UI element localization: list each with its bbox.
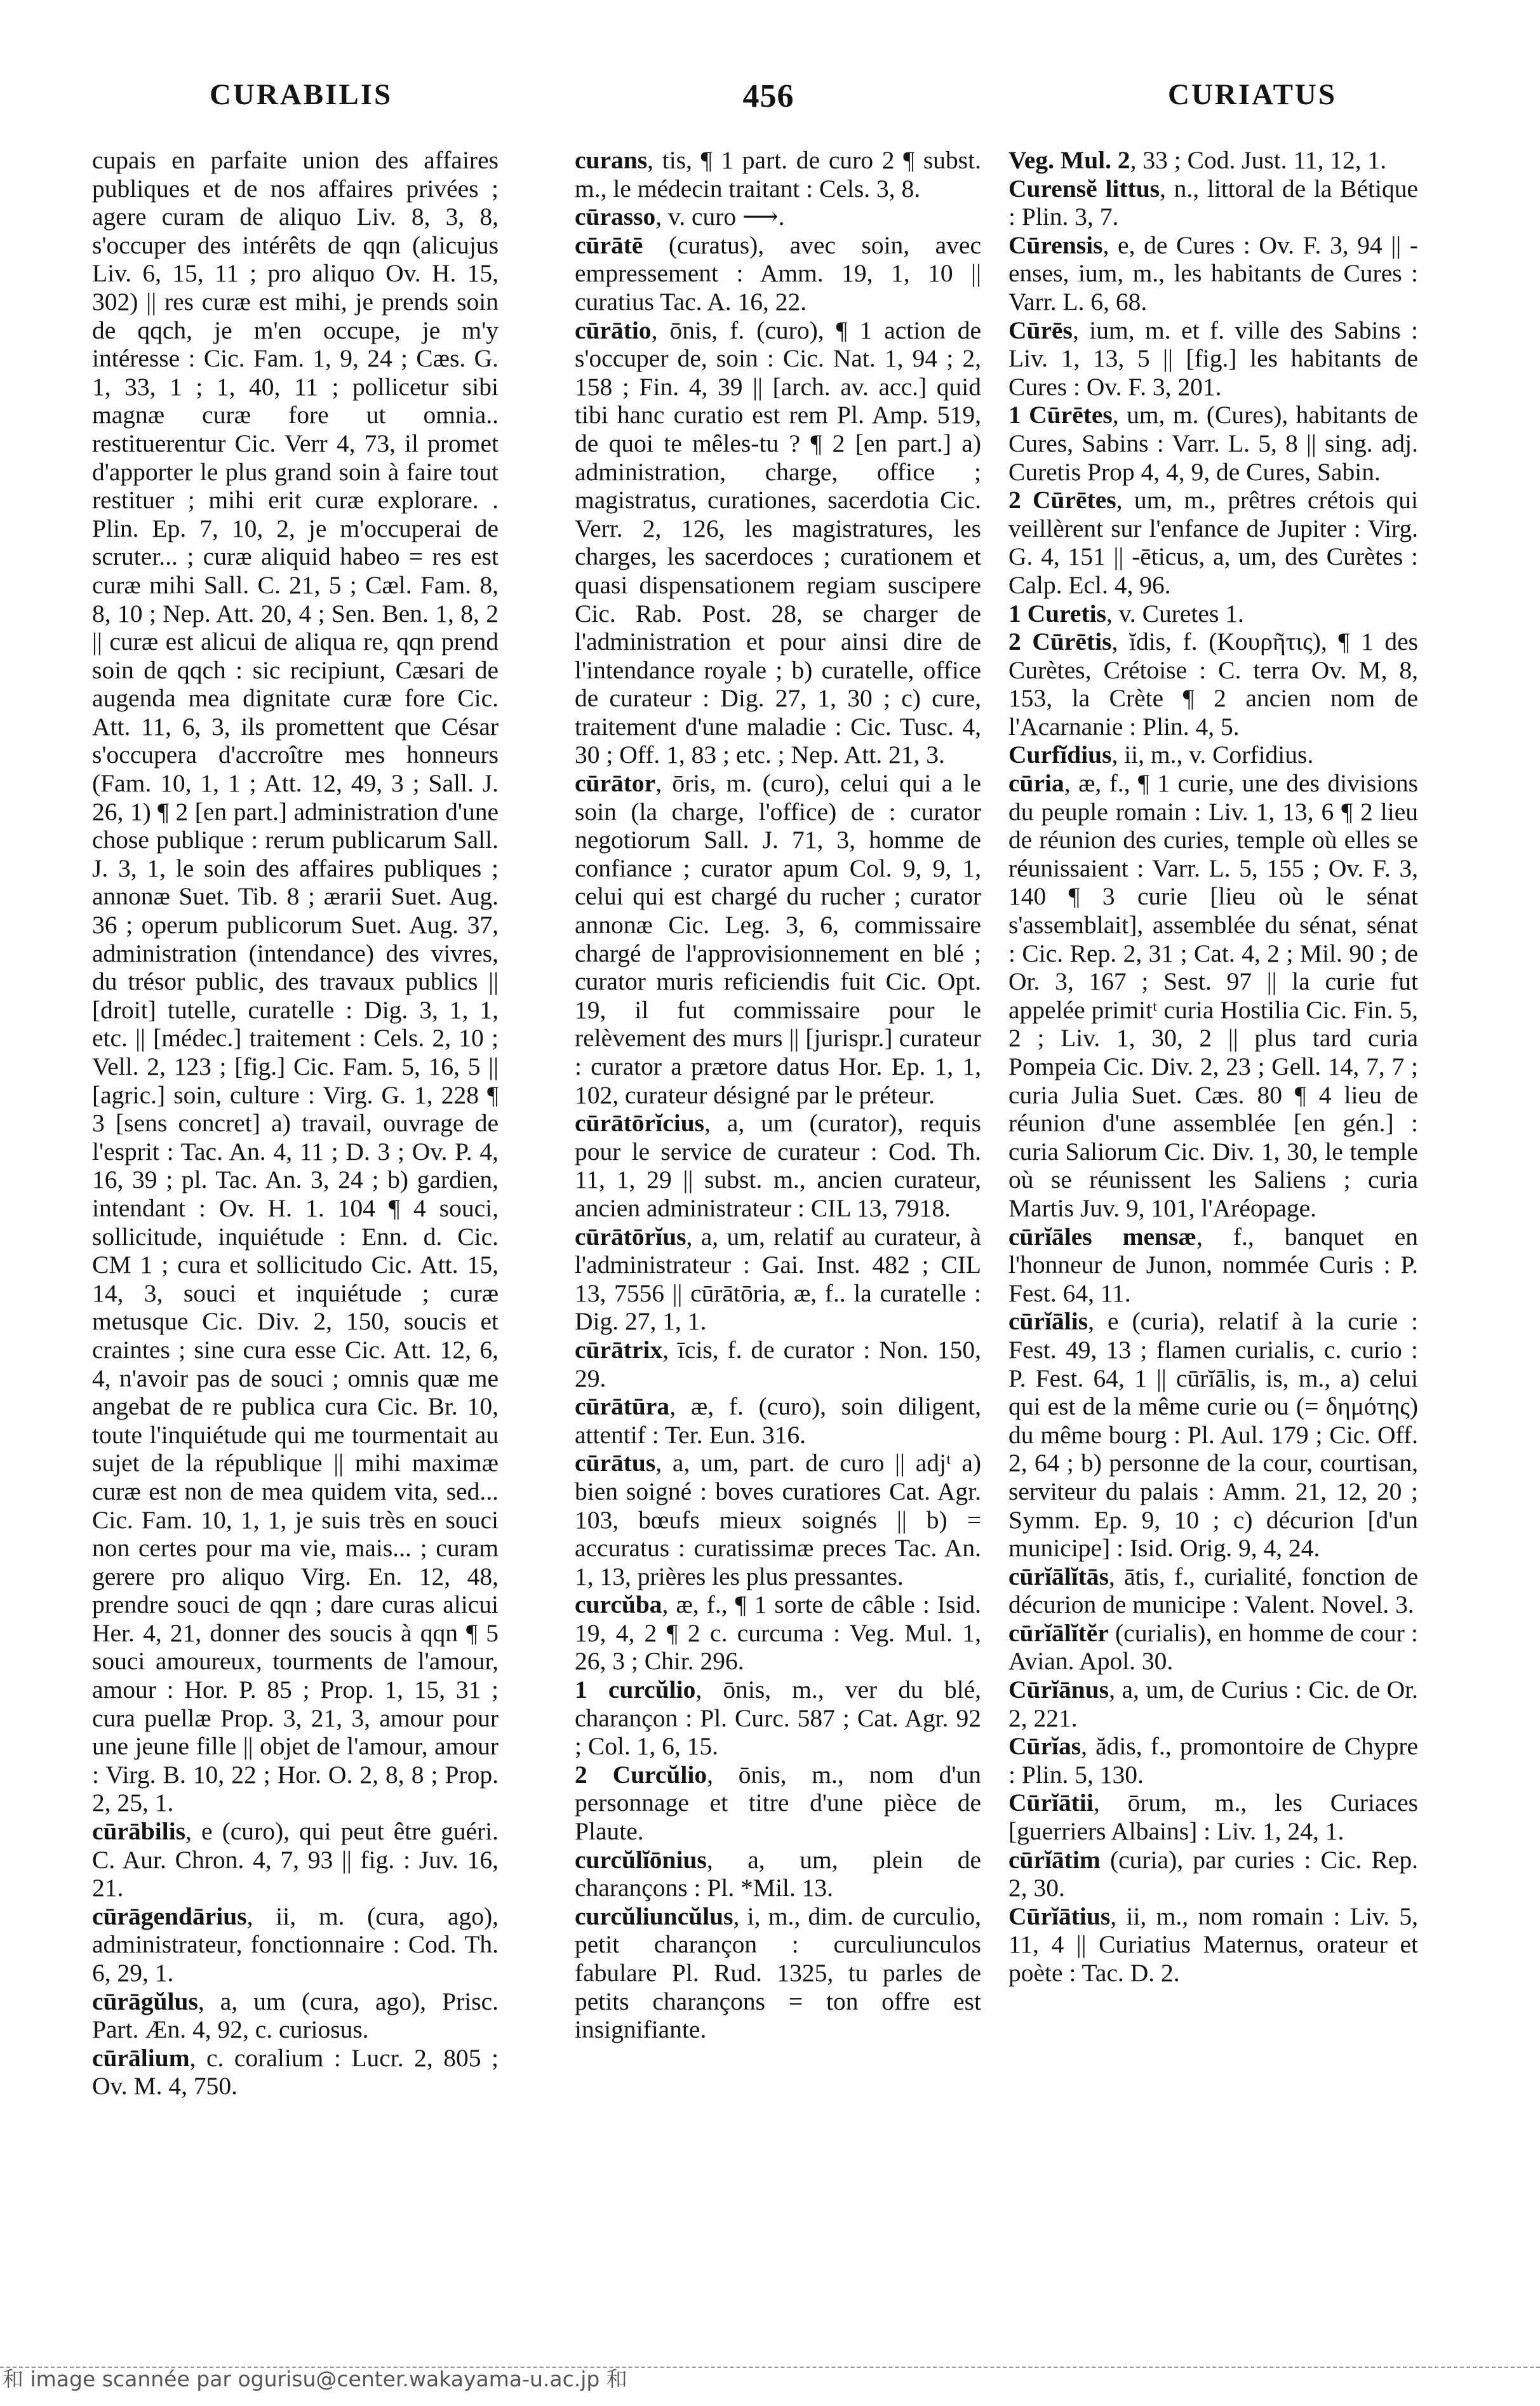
dictionary-entry: cūrātor, ōris, m. (curo), celui qui a le soin (la charge, l'office) de : curator negotiorum Sall. J. 71, 3, homme de confiance ; curator apum Col. 9, 9, 1, celui qui est chargé du rucher ; curator annonæ Cic. Leg. 3, 6, commissaire chargé de l'approvisionnement en blé ; curator muris reficiendis fuit Cic. Opt. 19, il fut commissaire pour le relèvement des murs || [jurispr.] curateur : curator a prætore datus Hor. Ep. 1, 1, 102, curateur désigné par le préteur. [575,769,981,1109]
entry-headword: 2 Cūrētis [1008,628,1112,656]
entry-headword: cūrĭātim [1008,1845,1101,1874]
entry-headword: Cūrĭas [1008,1732,1081,1761]
entry-headword: cūria [1008,769,1064,798]
entry-headword: curcŭlĭōnius [575,1845,707,1874]
dictionary-entry: curcŭliuncŭlus, i, m., dim. de curculio, petit charançon : curculiunculos fabulare Pl. Rud. 1325, tu parles de petits charançons = ton offre est insignifiante. [575,1902,981,2044]
entry-headword: cūrābilis [92,1817,186,1846]
entry-headword: cūrāgendārius [92,1902,247,1930]
entry-headword: curcŭba [575,1590,662,1619]
dictionary-entry: cūrātōrĭcius, a, um (curator), requis pour le service de curateur : Cod. Th. 11, 1, 29 || subst. m., ancien curateur, ancien administrateur : CIL 13, 7918. [575,1109,981,1222]
dictionary-entry: cūrĭātim (curia), par curies : Cic. Rep. 2, 30. [1008,1845,1418,1902]
page-number: 456 [742,78,794,114]
dictionary-entry: cūria, æ, f., ¶ 1 curie, une des divisions du peuple romain : Liv. 1, 13, 6 ¶ 2 lieu de réunion des curies, temple où elles se réunissaient : Varr. L. 5, 155 ; Ov. F. 3, 140 ¶ 3 curie [lieu où le sénat s'assemblait], assemblée du sénat, sénat : Cic. Rep. 2, 31 ; Cat. 4, 2 ; Mil. 90 ; de Or. 3, 167 ; Sest. 97 || la curie fut appelée primitᵗ curia Hostilia Cic. Fin. 5, 2 ; Liv. 1, 30, 2 || plus tard curia Pompeia Cic. Div. 2, 23 ; Gell. 14, 7, 7 ; curia Julia Suet. Cæs. 80 ¶ 4 lieu de réunion d'une assemblée [en gén.] : curia Saliorum Cic. Div. 1, 30, le temple où se réunissent les Saliens ; curia Martis Juv. 9, 101, l'Aréopage. [1008,769,1418,1222]
entry-headword: cūrātrix [575,1335,663,1364]
entry-headword: cūrĭālĭtĕr [1008,1618,1109,1647]
entry-headword: 2 Curcŭlio [575,1760,707,1789]
entry-headword: cūrātōrĭus [575,1222,686,1251]
dictionary-column-3 [1008,146,1418,2337]
dictionary-entry: cūrĭālĭtĕr (curialis), en homme de cour : Avian. Apol. 30. [1008,1618,1418,1676]
entry-headword: Cūrĭānus [1008,1676,1109,1704]
dictionary-entry: 2 Cūrētes, um, m., prêtres crétois qui veillèrent sur l'enfance de Jupiter : Virg. G. 4, 151 || -ēticus, a, um, des Curètes : Calp. Ecl. 4, 96. [1008,486,1418,599]
dictionary-entry: cūrĭālĭtās, ātis, f., curialité, fonction de décurion de municipe : Valent. Novel. 3. [1008,1562,1418,1619]
entry-headword: Cūrēs [1008,316,1073,344]
dictionary-entry: Curfĭdius, ii, m., v. Corfidius. [1008,741,1314,769]
dictionary-entry: cūrātio, ōnis, f. (curo), ¶ 1 action de s'occuper de, soin : Cic. Nat. 1, 94 ; 2, 158 ; Fin. 4, 39 || [arch. av. acc.] quid tibi hanc curatio est rem Pl. Amp. 519, de quoi te mêles-tu ? ¶ 2 [en part.] a) administration, charge, office ; magistratus, curationes, sacerdotia Cic. Verr. 2, 126, les magistratures, les charges, les sacerdoces ; curationem et quasi dispensationem regiam suscipere Cic. Rab. Post. 28, se charger de l'administration et pour ainsi dire de l'intendance royale ; b) curatelle, office de curateur : Dig. 27, 1, 30 ; c) cure, traitement d'une maladie : Cic. Tusc. 4, 30 ; Off. 1, 83 ; etc. ; Nep. Att. 21, 3. [575,316,981,769]
entry-headword: cūrātio [575,316,652,344]
dictionary-entry: Cūrĭātius, ii, m., nom romain : Liv. 5, 11, 4 || Curiatius Maternus, orateur et poète : Tac. D. 2. [1008,1902,1418,1987]
entry-headword: 1 curcŭlio [575,1676,696,1704]
dictionary-entry: cūrasso, v. curo ⟶. [575,203,785,231]
entry-headword: Curfĭdius [1008,741,1112,769]
entry-headword: 2 Cūrētes [1008,486,1116,514]
entry-headword: cūrĭāles mensæ [1008,1222,1196,1251]
dictionary-entry: 1 Cūrētes, um, m. (Cures), habitants de Cures, Sabins : Varr. L. 5, 8 || sing. adj. Curetis Prop 4, 4, 9, de Cures, Sabin. [1008,401,1418,486]
dictionary-entry: curcŭlĭōnius, a, um, plein de charançons : Pl. *Mil. 13. [575,1845,981,1902]
entry-headword: cūrāgŭlus [92,1987,198,2015]
right-running-headword: CURIATUS [1168,78,1337,111]
scan-footer [0,2363,1540,2391]
dictionary-column-2 [575,146,981,2337]
dictionary-entry: Cūrēs, ium, m. et f. ville des Sabins : Liv. 1, 13, 5 || [fig.] les habitants de Cures : Ov. F. 3, 201. [1008,316,1418,401]
dictionary-entry: cūrābilis, e (curo), qui peut être guéri. C. Aur. Chron. 4, 7, 93 || fig. : Juv. 16, 21. [92,1817,499,1902]
dictionary-entry: Cūrĭānus, a, um, de Curius : Cic. de Or. 2, 221. [1008,1676,1418,1732]
entry-headword: cūrĭālis [1008,1307,1088,1336]
dictionary-entry: cūrāgendārius, ii, m. (cura, ago), administrateur, fonctionnaire : Cod. Th. 6, 29, 1. [92,1902,499,1987]
dictionary-entry: cūrālium, c. coralium : Lucr. 2, 805 ; Ov. M. 4, 750. [92,2043,499,2100]
dictionary-entry: 2 Cūrētis, ĭdis, f. (Κουρῆτις), ¶ 1 des Curètes, Crétoise : C. terra Ov. M, 8, 153, la Crète ¶ 2 ancien nom de l'Acarnanie : Plin. 4, 5. [1008,628,1418,741]
dictionary-entry: 1 curcŭlio, ōnis, m., ver du blé, charançon : Pl. Curc. 587 ; Cat. Agr. 92 ; Col. 1, 6, 15. [575,1676,981,1761]
dictionary-entry: curans, tis, ¶ 1 part. de curo 2 ¶ subst. m., le médecin traitant : Cels. 3, 8. [575,146,981,203]
entry-headword: cūrālium [92,2043,190,2072]
entry-headword: cūrātē [575,231,643,259]
page-header [0,77,1540,128]
dictionary-entry: Curensĕ littus, n., littoral de la Bétique : Plin. 3, 7. [1008,174,1418,231]
entry-headword: cūrātor [575,769,656,798]
dictionary-entry: cūrāgŭlus, a, um (cura, ago), Prisc. Part. Æn. 4, 92, c. curiosus. [92,1987,499,2044]
entry-headword: Cūrĭātii [1008,1789,1094,1817]
dictionary-entry: cūrātōrĭus, a, um, relatif au curateur, à l'administrateur : Gai. Inst. 482 ; CIL 13, 7556 || cūrātōria, æ, f.. la curatelle : Dig. 27, 1, 1. [575,1222,981,1336]
dictionary-entry: cūrĭālis, e (curia), relatif à la curie : Fest. 49, 13 ; flamen curialis, c. curio : P. Fest. 64, 1 || cūrĭālis, is, m., a) celui qui est de la même curie ou (= δημότης) du même bourg : Pl. Aul. 179 ; Cic. Off. 2, 64 ; b) personne de la cour, courtisan, serviteur du palais : Amm. 21, 12, 20 ; Symm. Ep. 9, 10 ; c) décurion [d'un municipe] : Isid. Orig. 9, 4, 24. [1008,1307,1418,1563]
dictionary-entry: curcŭba, æ, f., ¶ 1 sorte de câble : Isid. 19, 4, 2 ¶ 2 c. curcuma : Veg. Mul. 1, 26, 3 ; Chir. 296. [575,1590,981,1676]
dictionary-column-1 [92,146,499,2337]
dictionary-entry: cūrātrix, īcis, f. de curator : Non. 150, 29. [575,1335,981,1392]
dictionary-entry: cūrātus, a, um, part. de curo || adjᵗ a) bien soigné : boves curatiores Cat. Agr. 103, bœufs mieux soignés || b) = accuratus : curatissimæ preces Tac. An. 1, 13, prières les plus pressantes. [575,1449,981,1590]
left-running-headword: CURABILIS [210,78,393,111]
entry-headword: cūrātōrĭcius [575,1109,705,1138]
dictionary-entry: cūrātē (curatus), avec soin, avec empressement : Amm. 19, 1, 10 || curatius Tac. A. 16, 22. [575,231,981,316]
entry-headword: curcŭliuncŭlus [575,1902,733,1930]
entry-headword: 1 Cūrētes [1008,401,1113,429]
entry-headword: 1 Curetis [1008,599,1106,628]
dictionary-entry: Cūrensis, e, de Cures : Ov. F. 3, 94 || - enses, ium, m., les habitants de Cures : Varr. L. 6, 68. [1008,231,1418,316]
entry-headword: cūrātūra [575,1392,670,1421]
entry-headword: Curensĕ littus [1008,174,1160,203]
entry-headword: cūrātus [575,1449,656,1477]
dictionary-entry: 1 Curetis, v. Curetes 1. [1008,599,1244,628]
entry-headword: curans [575,146,648,174]
entry-headword: Veg. Mul. 2 [1008,146,1130,174]
entry-headword: cūrĭālĭtās [1008,1562,1109,1590]
entry-headword: Cūrĭātius [1008,1902,1111,1930]
dictionary-entry: Cūrĭātii, ōrum, m., les Curiaces [guerriers Albains] : Liv. 1, 24, 1. [1008,1789,1418,1846]
dictionary-entry: cūrātūra, æ, f. (curo), soin diligent, attentif : Ter. Eun. 316. [575,1392,981,1449]
entry-headword: Cūrensis [1008,231,1103,259]
dictionary-entry: cupais en parfaite union des affaires publiques et de nos affaires privées ; agere curam de aliquo Liv. 8, 3, 8, s'occuper des intérêts de qqn (alicujus Liv. 6, 15, 11 ; pro aliquo Ov. H. 15, 302) || res curæ est mihi, je prends soin de qqch, je m'en occupe, je m'y intéresse : Cic. Fam. 1, 9, 24 ; Cæs. G. 1, 33, 1 ; 1, 40, 11 ; pollicetur sibi magnæ curæ fore ut omnia.. restituerentur Cic. Verr 4, 73, il promet d'apporter le plus grand soin à faire tout restituer ; mihi erit curæ explorare. . Plin. Ep. 7, 10, 2, je m'occuperai de scruter... ; curæ aliquid habeo = res est curæ mihi Sall. C. 21, 5 ; Cæl. Fam. 8, 8, 10 ; Nep. Att. 20, 4 ; Sen. Ben. 1, 8, 2 || curæ est alicui de aliqua re, qqn prend soin de qqch : sic recipiunt, Cæsari de augenda mea dignitate curæ fore Cic. Att. 11, 6, 3, ils promettent que César s'occupera d'accroître mes honneurs (Fam. 10, 1, 1 ; Att. 12, 49, 3 ; Sall. J. 26, 1) ¶ 2 [en part.] administration d'une chose publique : rerum publicarum Sall. J. 3, 1, le soin des affaires publiques ; annonæ Suet. Tib. 8 ; ærarii Suet. Aug. 36 ; operum publicorum Suet. Aug. 37, administration (intendance) des vivres, du trésor public, des travaux publics || [droit] tutelle, curatelle : Dig. 3, 1, 1, etc. || [médec.] traitement : Cels. 2, 10 ; Vell. 2, 123 ; [fig.] Cic. Fam. 5, 16, 5 || [agric.] soin, culture : Virg. G. 1, 228 ¶ 3 [sens concret] a) travail, ouvrage de l'esprit : Tac. An. 4, 11 ; D. 3 ; Ov. P. 4, 16, 39 ; pl. Tac. An. 3, 24 ; b) gardien, intendant : Ov. H. 1. 104 ¶ 4 souci, sollicitude, inquiétude : Enn. d. Cic. CM 1 ; cura et sollicitudo Cic. Att. 15, 14, 3, souci et inquiétude ; curæ metusque Cic. Div. 2, 150, soucis et craintes ; sine cura esse Cic. Att. 12, 6, 4, n'avoir pas de souci ; omnis quæ me angebat de re publica cura Cic. Br. 10, toute l'inquiétude qui me tourmentait au sujet de la république || mihi maximæ curæ est non de mea quidem vita, sed... Cic. Fam. 10, 1, 1, je suis très en souci non certes pour ma vie, mais... ; curam gerere pro aliquo Virg. En. 12, 48, prendre souci de qqn ; dare curas alicui Her. 4, 21, donner des soucis à qqn ¶ 5 souci amoureux, tourments de l'amour, amour : Hor. P. 85 ; Prop. 1, 15, 31 ; cura puellæ Prop. 3, 21, 3, amour pour une jeune fille || objet de l'amour, amour : Virg. B. 10, 22 ; Hor. O. 2, 8, 8 ; Prop. 2, 25, 1. [92,146,499,1817]
dictionary-entry: cūrĭāles mensæ, f., banquet en l'honneur de Junon, nommée Curis : P. Fest. 64, 11. [1008,1222,1418,1307]
dictionary-entry: 2 Curcŭlio, ōnis, m., nom d'un personnage et titre d'une pièce de Plaute. [575,1760,981,1846]
dictionary-entry: Veg. Mul. 2, 33 ; Cod. Just. 11, 12, 1. [1008,146,1387,174]
dictionary-entry: Cūrĭas, ădis, f., promontoire de Chypre : Plin. 5, 130. [1008,1732,1418,1789]
entry-headword: cūrasso [575,203,656,231]
scan-credit: 和 image scannée par ogurisu@center.wakayama-u.ac.jp 和 [3,2367,627,2391]
